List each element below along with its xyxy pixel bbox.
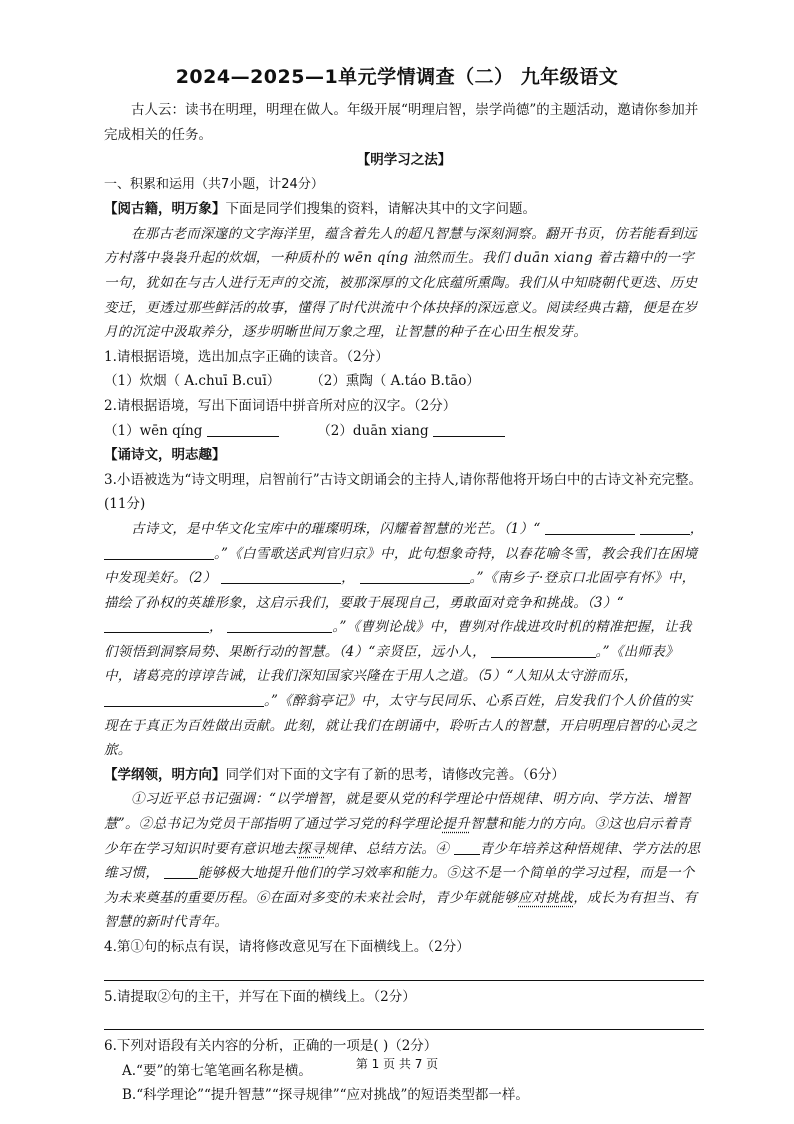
- q3-blank1c[interactable]: [104, 545, 214, 560]
- q2-answer1-line[interactable]: [207, 422, 279, 437]
- task1-desc: 下面是同学们搜集的资料，请解决其中的文字问题。: [225, 201, 536, 218]
- q3-blank2a[interactable]: [221, 569, 341, 584]
- page-footer: 第 1 页 共 7 页: [355, 1057, 439, 1071]
- q3-stem: 3.小语被选为“诗文明理，启智前行”古诗文朗诵会的主持人,请你帮他将开场白中的古诗文补充完整。(11分): [104, 471, 702, 513]
- passage2-a: ①习近平总书记强调：“以学增智，就是要从党的科学理论中悟规律、明方向、学方法、增智慧”。②总书记为党员干部指明了通过学习党的科学理论: [104, 791, 691, 833]
- passage2-d: 青少年培养这种悟规律、学方法的思维习惯，: [104, 840, 701, 882]
- q3-blank4[interactable]: [491, 643, 596, 658]
- q3-blank3b[interactable]: [227, 618, 332, 633]
- q1-item1: （1）炊烟（ A.chuī B.cuī）: [104, 373, 281, 390]
- passage2: [104, 787, 704, 935]
- passage2-blank2[interactable]: [164, 864, 198, 879]
- q2-item2: （2）duān xiang: [317, 422, 429, 439]
- q4-answer-line[interactable]: [104, 960, 704, 981]
- part1-block: [104, 148, 704, 1108]
- q3-p4: 。”《曹刿论战》中，曹刿对作战进攻时机的精准把握，让我们领悟到洞察局势、果断行动的智慧。（4）“亲贤臣，远小人，: [104, 619, 692, 660]
- passage-text: 在那古老而深邃的文字海洋里，蕴含着先人的超凡智慧与深刻洞察。翻开书页，仿若能看到远方村落中袅袅升起的炊烟，一种质朴的 wēn qíng 油然而生。我们 duān xiang 着古籍中的一字一句，犹如在与古人进行无声的交流，被那深厚的文化底蕴所熏陶。我们从中知晓朝代更迭、历史变迁，更透过那些鲜活的故事，懂得了时代洪流中个体抉择的深远意义。阅读经典古籍，便是在岁月的沉淀中汲取养分，逐步明晰世间万象之理，让智慧的种子在心田生根发芽。: [104, 225, 698, 341]
- q3-blank1a[interactable]: [545, 520, 635, 535]
- q6-optA: A.“要”的第七笔笔画名称是横。: [122, 1062, 312, 1079]
- q3-p3: 。”《南乡子·登京口北固亭有怀》中，描绘了孙权的英雄形象，这启示我们，要敢于展现自己，勇敢面对竞争和挑战。（3）“: [104, 570, 696, 611]
- passage2-f: ，成长为有担当、有智慧的新时代青年。: [104, 889, 698, 931]
- q5-stem: 5.请提取②句的主干，并写在下面的横线上。（2分）: [104, 988, 416, 1005]
- q3-blank1b[interactable]: [640, 520, 690, 535]
- q1-stem: 1.请根据语境，选出加点字正确的读音。（2分）: [104, 348, 389, 365]
- section-heading: 【明学习之法】: [356, 152, 452, 168]
- q3-p6: 。”《醉翁亭记》中，太守与民同乐、心系百姓，启发我们个人价值的实现在于真正为百姓做出贡献。此刻，就让我们在朗诵中，聆听古人的智慧，开启明理启智的心灵之旅。: [104, 693, 698, 759]
- passage2-c: 规律、总结方法。④: [324, 840, 450, 857]
- q3-passage: 古诗文，是中华文化宝库中的璀璨明珠，闪耀着智慧的光芒。（1）“ ， 。”《白雪歌送武判官归京》中，此句想象奇特，以春花喻冬雪，教会我们在困境中发现美好。（2） ， 。”《南乡子·登京口北固亭有怀》中，描绘了孙权的英雄形象，这启示我们，要敢于展现自己，勇敢面对竞争和挑战。（3）“ ， 。”《曹刿论战》中，曹刿对作战进攻时机的精准把握，让我们领悟到洞察局势、果断行动的智慧。（4）“亲贤臣，远小人， 。”《出师表》中，诸葛亮的谆谆告诫，让我们深知国家兴隆在于用人之道。（5）“人知从太守游而乐， 。”《醉翁亭记》中，太守与民同乐、心系百姓，启发我们个人价值的实现在于真正为百姓做出贡献。此刻，就让我们在朗诵中，聆听古人的智慧，开启明理启智的心灵之旅。: [104, 520, 704, 759]
- passage2-b: 智慧和能力的方向。③这也启示着青少年在学习知识时要有意识地去: [104, 816, 691, 857]
- task1-title: 【阅古籍，明万象】: [104, 201, 226, 218]
- task2-title: 【诵诗文，明志趣】: [104, 447, 226, 464]
- passage2-blank1[interactable]: [454, 840, 480, 855]
- task1-line: [104, 197, 704, 222]
- q1-options: [104, 369, 704, 394]
- q3-blank2b[interactable]: [360, 569, 470, 584]
- passage2-dotted3: 应对挑战: [518, 889, 574, 906]
- passage2-dotted1: 提升: [442, 816, 471, 833]
- q5-answer-line[interactable]: [104, 1009, 704, 1030]
- q6-stem: 6.下列对语段有关内容的分析，正确的一项是( )（2分）: [104, 1038, 438, 1055]
- q4-stem: 4.第①句的标点有误，请将修改意见写在下面横线上。（2分）: [104, 939, 470, 955]
- part1-heading: 一、积累和运用（共7小题，计24分）: [104, 176, 324, 192]
- q3-blank5[interactable]: [104, 692, 264, 707]
- task3-title: 【学纲领，明方向】: [104, 766, 226, 783]
- q3-p2: 。”《白雪歌送武判官归京》中，此句想象奇特，以春花喻冬雪，教会我们在困境中发现美好。（2）: [104, 545, 698, 587]
- q2-stem: 2.请根据语境，写出下面词语中拼音所对应的汉字。（2分）: [104, 397, 457, 414]
- q2-items: [104, 419, 704, 444]
- q1-item2: （2）熏陶（ A.táo B.tāo）: [310, 373, 480, 390]
- intro-paragraph: 古人云：读书在明理，明理在做人。年级开展“明理启智，崇学尚德”的主题活动，邀请你参加并完成相关的任务。: [104, 102, 699, 143]
- task3-desc: 同学们对下面的文字有了新的思考，请修改完善。（6分）: [225, 766, 565, 783]
- q6-optB: B.“科学理论”“提升智慧”“探寻规律”“应对挑战”的短语类型都一样。: [122, 1087, 529, 1104]
- q3-p1: 古诗文，是中华文化宝库中的璀璨明珠，闪耀着智慧的光芒。（1）“: [131, 520, 541, 537]
- q2-item1: （1）wēn qíng: [104, 422, 203, 439]
- passage2-e: 能够极大地提升他们的学习效率和能力。⑤这不是一个简单的学习过程，而是一个为未来奠基的重要历程。⑥在面对多变的未来社会时，青少年就能够: [104, 865, 695, 906]
- page-title: 2024—2025—1单元学情调查（二） 九年级语文: [175, 66, 619, 88]
- q2-answer2-line[interactable]: [433, 422, 505, 437]
- passage2-dotted2: 探寻: [297, 840, 325, 857]
- q3-blank3a[interactable]: [104, 618, 209, 633]
- q3-p5: 。”《出师表》中，诸葛亮的谆谆告诫，让我们深知国家兴隆在于用人之道。（5）“人知从太守游而乐，: [104, 643, 679, 685]
- task3-line: [104, 763, 704, 788]
